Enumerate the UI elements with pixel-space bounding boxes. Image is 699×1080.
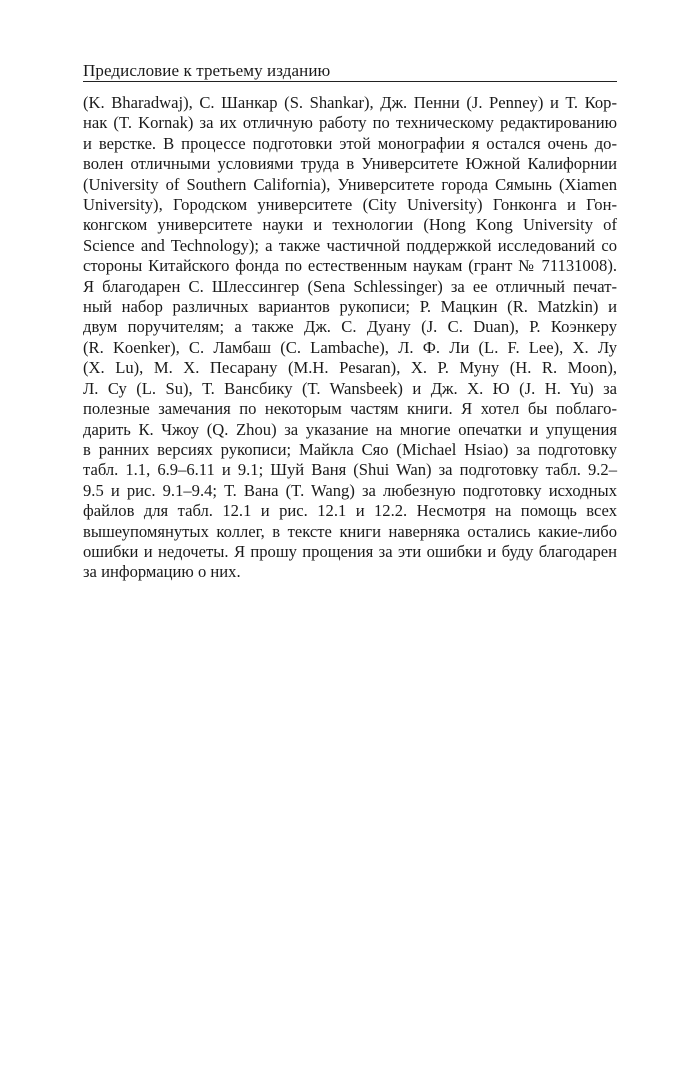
text-line: Я благодарен С. Шлессингер (Sena Schlessinger) за ее отличный печат- [83,276,617,296]
text-line: стороны Китайского фонда по естественным наукам (грант № 71131008). [83,256,617,276]
text-line: ный набор различных вариантов рукописи; Р. Мацкин (R. Matzkin) и [83,297,617,317]
text-line: нак (T. Kornak) за их отличную работу по техническому редактированию [83,113,617,133]
text-line: табл. 1.1, 6.9–6.11 и 9.1; Шуй Ваня (Shui Wan) за подготовку табл. 9.2– [83,460,617,480]
text-line: (University of Southern California), Университете города Сямынь (Xiamen [83,174,617,194]
header-rule [83,81,617,82]
text-line: ошибки и недочеты. Я прошу прощения за эти ошибки и буду благодарен [83,541,617,561]
body-paragraph [83,93,617,583]
text-line: University), Городском университете (City University) Гонконга и Гон- [83,195,617,215]
text-line: конгском университете науки и технологии (Hong Kong University of [83,215,617,235]
text-line: 9.5 и рис. 9.1–9.4; Т. Вана (T. Wang) за любезную подготовку исходных [83,480,617,500]
text-line: и верстке. В процессе подготовки этой монографии я остался очень до- [83,133,617,153]
text-line: за информацию о них. [83,562,241,582]
running-head: Предисловие к третьему изданию [83,61,331,80]
text-line: (X. Lu), М. Х. Песарану (M.H. Pesaran), Х. Р. Муну (H. R. Moon), [83,358,617,378]
text-line: (K. Bharadwaj), С. Шанкар (S. Shankar), Дж. Пенни (J. Penney) и Т. Кор- [83,93,617,112]
text-line: файлов для табл. 12.1 и рис. 12.1 и 12.2. Несмотря на помощь всех [83,501,617,521]
text-line: дарить К. Чжоу (Q. Zhou) за указание на многие опечатки и упущения [83,419,617,439]
text-line: полезные замечания по некоторым частям книги. Я хотел бы поблаго- [83,399,617,419]
text-line: волен отличными условиями труда в Университете Южной Калифорнии [83,154,617,174]
text-line: в ранних версиях рукописи; Майкла Сяо (Michael Hsiao) за подготовку [83,439,617,459]
text-line: (R. Koenker), С. Ламбаш (C. Lambache), Л. Ф. Ли (L. F. Lee), Х. Лу [83,337,617,357]
text-line: вышеупомянутых коллег, в тексте книги наверняка остались какие-либо [83,521,617,541]
text-line: двум поручителям; а также Дж. С. Дуану (J. C. Duan), Р. Коэнкеру [83,317,617,337]
text-line: Science and Technology); а также частичной поддержкой исследований со [83,235,617,255]
text-line: Л. Су (L. Su), Т. Вансбику (T. Wansbeek) и Дж. Х. Ю (J. H. Yu) за [83,378,617,398]
